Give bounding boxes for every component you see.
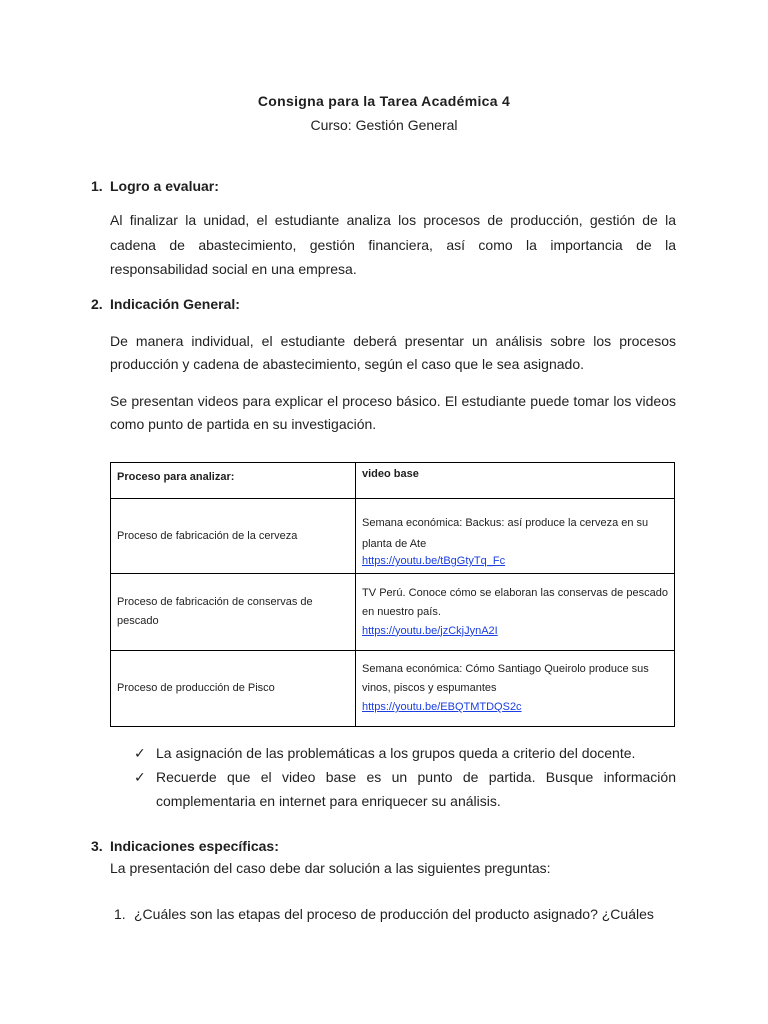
checkmark-icon: ✓: [134, 745, 146, 761]
section-heading-indicacion-general: [91, 296, 240, 312]
question-number: 1.: [114, 906, 126, 922]
document-title: Consigna para la Tarea Académica 4: [257, 93, 511, 109]
checklist: [134, 741, 676, 813]
video-description: Semana económica: Cómo Santiago Queirolo produce sus vinos, piscos y espumantes: [362, 663, 649, 694]
section-number: 1.: [91, 178, 103, 194]
video-description: TV Perú. Conoce cómo se elaboran las conservas de pescado en nuestro país.: [362, 586, 668, 618]
logro-paragraph: Al finalizar la unidad, el estudiante analiza los procesos de producción, gestión de la cadena de abastecimiento, gestión financiera, así como la importancia de la responsabilidad social en una empresa.: [110, 212, 676, 277]
document-subtitle: Curso: Gestión General: [310, 117, 458, 133]
section-heading-logro: [91, 178, 219, 194]
checklist-text: Recuerde que el video base es un punto de partida. Busque información complementaria en internet para enriquecer su análisis.: [156, 769, 676, 809]
video-link[interactable]: https://youtu.be/jzCkjJynA2I: [362, 624, 498, 637]
video-description: Semana económica: Backus: así produce la cerveza en su: [362, 517, 649, 529]
section-title: Logro a evaluar:: [110, 178, 219, 194]
video-cell: [356, 651, 675, 727]
checklist-text: La asignación de las problemáticas a los grupos queda a criterio del docente.: [156, 745, 636, 761]
video-cell: [356, 574, 675, 651]
indicacion-paragraph-2: Se presentan videos para explicar el proceso básico. El estudiante puede tomar los videos como punto de partida en su investigación.: [110, 393, 676, 432]
video-table: [110, 462, 675, 727]
video-link[interactable]: https://youtu.be/EBQTMTDQS2c: [362, 701, 522, 713]
video-description-cont: planta de Ate: [362, 538, 427, 550]
video-cell: [356, 499, 675, 574]
indicaciones-paragraph: La presentación del caso debe dar solución a las siguientes preguntas:: [110, 860, 551, 876]
question-text: ¿Cuáles son las etapas del proceso de producción del producto asignado? ¿Cuáles: [134, 906, 654, 922]
table-header-row: [111, 463, 675, 499]
table-row: [111, 651, 675, 727]
process-cell: Proceso de fabricación de la cerveza: [111, 499, 356, 574]
checkmark-icon: ✓: [134, 769, 146, 785]
section-title: Indicaciones específicas:: [110, 838, 279, 854]
table-header-cell: Proceso para analizar:: [111, 463, 356, 499]
table-row: [111, 574, 675, 651]
section-number: 2.: [91, 296, 103, 312]
process-cell: Proceso de producción de Pisco: [111, 651, 356, 727]
section-heading-indicaciones-especificas: [91, 838, 279, 854]
section-number: 3.: [91, 838, 103, 854]
process-cell: Proceso de fabricación de conservas de pescado: [111, 574, 356, 651]
question-item: [114, 906, 676, 922]
list-item: [134, 741, 676, 765]
list-item: [134, 765, 676, 813]
video-link[interactable]: https://youtu.be/tBgGtyTq_Fc: [362, 555, 506, 567]
indicacion-paragraph-1: De manera individual, el estudiante deberá presentar un análisis sobre los procesos producción y cadena de abastecimiento, según el caso que le sea asignado.: [110, 333, 676, 372]
table-row: [111, 499, 675, 574]
section-title: Indicación General:: [110, 296, 240, 312]
table-header-cell: video base: [356, 463, 675, 499]
